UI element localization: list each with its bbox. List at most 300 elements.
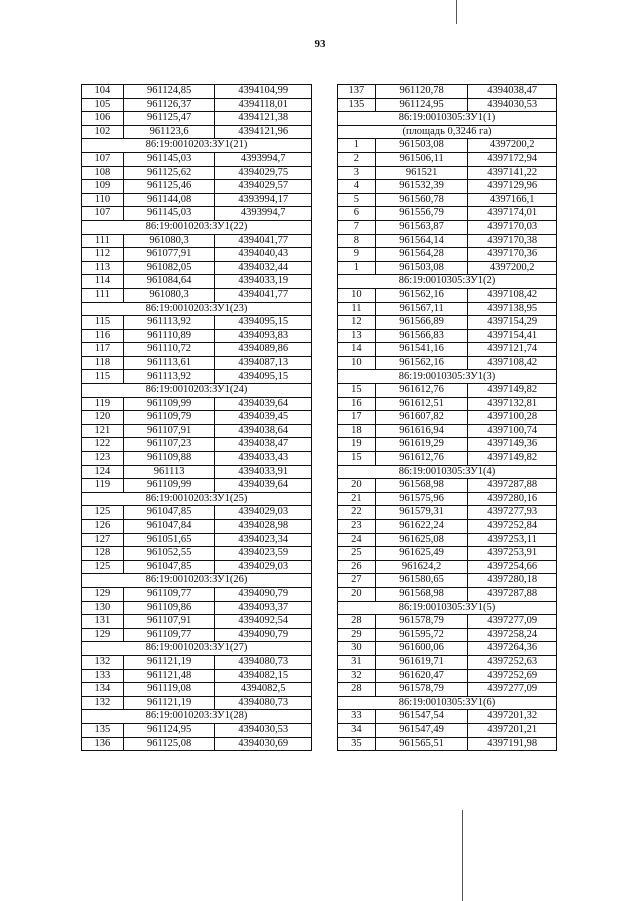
coordinate-x: 961109,88: [123, 452, 215, 466]
table-row: [82, 125, 312, 139]
table-row: [338, 139, 557, 153]
parcel-header-row: [338, 370, 557, 384]
coordinate-y: 4397172,94: [468, 152, 557, 166]
parcel-header: 86:19:0010305:ЗУ1(4): [338, 465, 557, 479]
point-number: 4: [338, 180, 376, 194]
point-number: 23: [338, 520, 376, 534]
coordinate-x: 961562,16: [375, 288, 468, 302]
coordinate-x: 961126,37: [123, 98, 215, 112]
table-row: [338, 288, 557, 302]
table-row: [82, 737, 312, 751]
point-number: 124: [82, 465, 124, 479]
point-number: 129: [82, 587, 124, 601]
point-number: 13: [338, 329, 376, 343]
parcel-header: 86:19:0010203:ЗУ1(24): [82, 384, 312, 398]
coordinate-y: 4394023,34: [215, 533, 312, 547]
coordinate-x: 961125,47: [123, 112, 215, 126]
table-row: [82, 193, 312, 207]
point-number: 136: [82, 737, 124, 751]
point-number: 116: [82, 329, 124, 343]
coordinate-y: 4394029,03: [215, 560, 312, 574]
coordinate-x: 961562,16: [375, 356, 468, 370]
point-number: 121: [82, 424, 124, 438]
coordinate-y: 4397252,84: [468, 520, 557, 534]
point-number: 14: [338, 343, 376, 357]
coordinate-y: 4394121,38: [215, 112, 312, 126]
point-number: 30: [338, 642, 376, 656]
coordinate-x: 961547,49: [375, 723, 468, 737]
parcel-header: 86:19:0010305:ЗУ1(3): [338, 370, 557, 384]
coordinate-y: 4394032,44: [215, 261, 312, 275]
coordinate-y: 4397174,01: [468, 207, 557, 221]
point-number: 31: [338, 655, 376, 669]
coordinate-y: 4397253,91: [468, 547, 557, 561]
table-row: [338, 207, 557, 221]
table-row: [82, 329, 312, 343]
coordinate-y: 4397253,11: [468, 533, 557, 547]
point-number: 117: [82, 343, 124, 357]
coordinate-y: 4397252,69: [468, 669, 557, 683]
coordinate-y: 4397154,41: [468, 329, 557, 343]
table-row: [338, 655, 557, 669]
point-number: 108: [82, 166, 124, 180]
table-row: [82, 85, 312, 99]
coordinate-x: 961612,76: [375, 452, 468, 466]
scan-artifact-line: [456, 0, 457, 24]
point-number: 106: [82, 112, 124, 126]
table-row: [82, 587, 312, 601]
coordinate-y: 4394092,54: [215, 615, 312, 629]
point-number: 132: [82, 655, 124, 669]
coordinate-x: 961556,79: [375, 207, 468, 221]
table-row: [82, 601, 312, 615]
table-row: [338, 520, 557, 534]
coordinate-x: 961144,08: [123, 193, 215, 207]
table-row: [82, 166, 312, 180]
coordinate-y: 4394029,75: [215, 166, 312, 180]
table-row: [338, 166, 557, 180]
point-number: 17: [338, 411, 376, 425]
table-row: [82, 180, 312, 194]
coordinate-x: 961578,79: [375, 683, 468, 697]
coordinate-x: 961113,61: [123, 356, 215, 370]
coordinate-y: 4397280,16: [468, 492, 557, 506]
coordinate-y: 4397287,88: [468, 587, 557, 601]
table-row: [338, 533, 557, 547]
parcel-header: 86:19:0010203:ЗУ1(25): [82, 492, 312, 506]
table-row: [338, 302, 557, 316]
point-number: 7: [338, 220, 376, 234]
parcel-header-row: [82, 220, 312, 234]
coordinate-x: 961119,08: [123, 683, 215, 697]
parcel-header-row: [338, 601, 557, 615]
parcel-header: 86:19:0010305:ЗУ1(5): [338, 601, 557, 615]
coordinate-y: 4394093,37: [215, 601, 312, 615]
point-number: 18: [338, 424, 376, 438]
point-number: 28: [338, 683, 376, 697]
coordinate-x: 961541,16: [375, 343, 468, 357]
table-row: [338, 384, 557, 398]
parcel-header-row: [338, 696, 557, 710]
parcel-header-row: [82, 642, 312, 656]
coordinate-y: 4394089,86: [215, 343, 312, 357]
coordinate-x: 961125,62: [123, 166, 215, 180]
coordinate-y: 4397280,18: [468, 574, 557, 588]
table-row: [82, 397, 312, 411]
table-row: [82, 533, 312, 547]
point-number: 33: [338, 710, 376, 724]
parcel-header-row: [338, 465, 557, 479]
coordinate-y: 4397100,28: [468, 411, 557, 425]
coordinate-y: 4394039,64: [215, 479, 312, 493]
coordinate-x: 961600,06: [375, 642, 468, 656]
point-number: 9: [338, 248, 376, 262]
coordinate-x: 961612,51: [375, 397, 468, 411]
coordinate-y: 4397132,81: [468, 397, 557, 411]
coordinate-y: 4394039,45: [215, 411, 312, 425]
point-number: 114: [82, 275, 124, 289]
coordinate-y: 4397201,32: [468, 710, 557, 724]
coordinate-y: 4394104,99: [215, 85, 312, 99]
coordinate-x: 961503,08: [375, 261, 468, 275]
coordinate-x: 961077,91: [123, 248, 215, 262]
coordinate-x: 961113: [123, 465, 215, 479]
coordinates-table-right: [337, 84, 557, 751]
point-number: 115: [82, 370, 124, 384]
table-row: [338, 452, 557, 466]
point-number: 34: [338, 723, 376, 737]
coordinate-x: 961580,65: [375, 574, 468, 588]
coordinate-x: 961109,79: [123, 411, 215, 425]
coordinate-y: 4394093,83: [215, 329, 312, 343]
table-row: [82, 411, 312, 425]
point-number: 125: [82, 506, 124, 520]
coordinate-y: 4397191,98: [468, 737, 557, 751]
table-row: [82, 152, 312, 166]
coordinate-y: 4397170,03: [468, 220, 557, 234]
parcel-header-row: [82, 574, 312, 588]
coordinate-y: 4397129,96: [468, 180, 557, 194]
parcel-header: 86:19:0010305:ЗУ1(2): [338, 275, 557, 289]
point-number: 126: [82, 520, 124, 534]
point-number: 107: [82, 152, 124, 166]
point-number: 109: [82, 180, 124, 194]
coordinate-y: 4394023,59: [215, 547, 312, 561]
coordinate-x: 961145,03: [123, 207, 215, 221]
scan-artifact-line: [462, 810, 463, 901]
point-number: 115: [82, 316, 124, 330]
table-row: [82, 356, 312, 370]
parcel-header-row: [82, 302, 312, 316]
coordinate-x: 961607,82: [375, 411, 468, 425]
table-row: [338, 193, 557, 207]
coordinate-y: 4397108,42: [468, 288, 557, 302]
coordinate-x: 961566,89: [375, 316, 468, 330]
table-row: [338, 628, 557, 642]
coordinate-x: 961120,78: [375, 85, 468, 99]
coordinate-x: 961620,47: [375, 669, 468, 683]
table-row: [82, 547, 312, 561]
parcel-header: 86:19:0010305:ЗУ1(6): [338, 696, 557, 710]
point-number: 6: [338, 207, 376, 221]
point-number: 134: [82, 683, 124, 697]
table-row: [82, 506, 312, 520]
coordinate-y: 4394038,47: [468, 85, 557, 99]
coordinate-x: 961595,72: [375, 628, 468, 642]
coordinate-x: 961051,65: [123, 533, 215, 547]
point-number: 29: [338, 628, 376, 642]
point-number: 119: [82, 479, 124, 493]
coordinate-y: 4397108,42: [468, 356, 557, 370]
coordinate-y: 4397254,66: [468, 560, 557, 574]
point-number: 24: [338, 533, 376, 547]
table-row: [338, 547, 557, 561]
coordinate-y: 4394029,57: [215, 180, 312, 194]
table-row: [338, 234, 557, 248]
coordinate-y: 4394033,19: [215, 275, 312, 289]
coordinate-y: 4397141,22: [468, 166, 557, 180]
coordinate-y: 4394090,79: [215, 587, 312, 601]
table-row: [82, 112, 312, 126]
table-row: [82, 98, 312, 112]
coordinate-x: 961568,98: [375, 587, 468, 601]
point-number: 107: [82, 207, 124, 221]
table-row: [82, 261, 312, 275]
coordinate-y: 4393994,7: [215, 152, 312, 166]
table-row: [82, 207, 312, 221]
table-row: [82, 479, 312, 493]
coordinate-y: 4394029,03: [215, 506, 312, 520]
point-number: 32: [338, 669, 376, 683]
table-row: [82, 723, 312, 737]
coordinate-x: 961110,89: [123, 329, 215, 343]
coordinate-x: 961113,92: [123, 316, 215, 330]
coordinate-y: 4397201,21: [468, 723, 557, 737]
coordinate-y: 4394121,96: [215, 125, 312, 139]
parcel-header: (площадь 0,3246 га): [338, 125, 557, 139]
coordinate-y: 4393994,17: [215, 193, 312, 207]
page-number: 93: [314, 38, 326, 50]
point-number: 135: [338, 98, 376, 112]
point-number: 20: [338, 587, 376, 601]
coordinate-x: 961125,08: [123, 737, 215, 751]
parcel-header: 86:19:0010203:ЗУ1(22): [82, 220, 312, 234]
table-row: [338, 492, 557, 506]
point-number: 5: [338, 193, 376, 207]
coordinate-x: 961566,83: [375, 329, 468, 343]
coordinate-y: 4397170,38: [468, 234, 557, 248]
table-row: [338, 343, 557, 357]
parcel-header: 86:19:0010305:ЗУ1(1): [338, 112, 557, 126]
table-row: [82, 424, 312, 438]
point-number: 135: [82, 723, 124, 737]
coordinate-x: 961109,77: [123, 628, 215, 642]
point-number: 10: [338, 356, 376, 370]
coordinate-y: 4397277,09: [468, 683, 557, 697]
point-number: 35: [338, 737, 376, 751]
table-row: [82, 628, 312, 642]
coordinate-y: 4394038,47: [215, 438, 312, 452]
coordinate-y: 4397170,36: [468, 248, 557, 262]
point-number: 113: [82, 261, 124, 275]
table-row: [338, 615, 557, 629]
point-number: 129: [82, 628, 124, 642]
coordinate-x: 961109,86: [123, 601, 215, 615]
table-row: [338, 587, 557, 601]
coordinate-y: 4397200,2: [468, 261, 557, 275]
point-number: 25: [338, 547, 376, 561]
coordinate-x: 961124,95: [375, 98, 468, 112]
coordinate-x: 961575,96: [375, 492, 468, 506]
coordinate-x: 961624,2: [375, 560, 468, 574]
coordinate-y: 4394080,73: [215, 655, 312, 669]
table-row: [338, 152, 557, 166]
point-number: 127: [82, 533, 124, 547]
coordinate-x: 961107,23: [123, 438, 215, 452]
coordinate-y: 4394082,5: [215, 683, 312, 697]
point-number: 137: [338, 85, 376, 99]
table-row: [82, 248, 312, 262]
parcel-header: 86:19:0010203:ЗУ1(26): [82, 574, 312, 588]
table-row: [338, 329, 557, 343]
coordinate-y: 4397149,82: [468, 452, 557, 466]
coordinate-y: 4394039,64: [215, 397, 312, 411]
point-number: 19: [338, 438, 376, 452]
table-row: [338, 723, 557, 737]
point-number: 131: [82, 615, 124, 629]
table-row: [338, 560, 557, 574]
coordinate-x: 961521: [375, 166, 468, 180]
parcel-header-row: [338, 112, 557, 126]
table-row: [338, 316, 557, 330]
coordinate-y: 4397200,2: [468, 139, 557, 153]
point-number: 15: [338, 384, 376, 398]
point-number: 111: [82, 288, 124, 302]
coordinate-y: 4397100,74: [468, 424, 557, 438]
table-row: [338, 737, 557, 751]
table-row: [82, 683, 312, 697]
parcel-header-row: [82, 492, 312, 506]
table-row: [338, 642, 557, 656]
point-number: 112: [82, 248, 124, 262]
coordinate-y: 4397277,93: [468, 506, 557, 520]
coordinate-x: 961616,94: [375, 424, 468, 438]
coordinate-y: 4394030,53: [215, 723, 312, 737]
coordinate-y: 4394030,53: [468, 98, 557, 112]
coordinate-y: 4394087,13: [215, 356, 312, 370]
point-number: 120: [82, 411, 124, 425]
coordinate-y: 4394041,77: [215, 234, 312, 248]
coordinate-y: 4394095,15: [215, 370, 312, 384]
coordinates-table-left: [81, 84, 312, 751]
coordinate-x: 961503,08: [375, 139, 468, 153]
point-number: 15: [338, 452, 376, 466]
coordinate-y: 4394040,43: [215, 248, 312, 262]
point-number: 21: [338, 492, 376, 506]
table-row: [338, 85, 557, 99]
point-number: 119: [82, 397, 124, 411]
parcel-header-row: [82, 710, 312, 724]
table-row: [82, 452, 312, 466]
coordinate-x: 961564,28: [375, 248, 468, 262]
table-row: [338, 710, 557, 724]
coordinate-x: 961107,91: [123, 424, 215, 438]
table-row: [82, 696, 312, 710]
point-number: 12: [338, 316, 376, 330]
coordinate-x: 961109,77: [123, 587, 215, 601]
coordinate-x: 961080,3: [123, 288, 215, 302]
table-row: [338, 669, 557, 683]
parcel-header-row: [82, 384, 312, 398]
coordinate-x: 961578,79: [375, 615, 468, 629]
table-row: [82, 275, 312, 289]
point-number: 28: [338, 615, 376, 629]
point-number: 132: [82, 696, 124, 710]
table-row: [82, 370, 312, 384]
coordinate-x: 961564,14: [375, 234, 468, 248]
table-row: [338, 397, 557, 411]
coordinate-x: 961547,54: [375, 710, 468, 724]
coordinate-x: 961619,29: [375, 438, 468, 452]
coordinate-y: 4397149,82: [468, 384, 557, 398]
coordinate-x: 961082,05: [123, 261, 215, 275]
coordinate-x: 961565,51: [375, 737, 468, 751]
coordinate-x: 961625,49: [375, 547, 468, 561]
point-number: 122: [82, 438, 124, 452]
table-row: [338, 180, 557, 194]
table-row: [82, 234, 312, 248]
coordinate-x: 961125,46: [123, 180, 215, 194]
coordinate-y: 4394038,64: [215, 424, 312, 438]
coordinate-x: 961532,39: [375, 180, 468, 194]
coordinate-x: 961121,19: [123, 655, 215, 669]
coordinate-y: 4394033,91: [215, 465, 312, 479]
table-row: [82, 560, 312, 574]
coordinate-y: 4394080,73: [215, 696, 312, 710]
table-row: [82, 343, 312, 357]
coordinate-y: 4394030,69: [215, 737, 312, 751]
parcel-header: 86:19:0010203:ЗУ1(21): [82, 139, 312, 153]
parcel-header-row: [338, 275, 557, 289]
point-number: 110: [82, 193, 124, 207]
point-number: 27: [338, 574, 376, 588]
coordinate-x: 961080,3: [123, 234, 215, 248]
parcel-header-row: [82, 139, 312, 153]
point-number: 105: [82, 98, 124, 112]
point-number: 128: [82, 547, 124, 561]
coordinate-y: 4397277,09: [468, 615, 557, 629]
coordinate-x: 961052,55: [123, 547, 215, 561]
table-row: [338, 98, 557, 112]
coordinate-x: 961579,31: [375, 506, 468, 520]
point-number: 2: [338, 152, 376, 166]
table-row: [338, 248, 557, 262]
point-number: 26: [338, 560, 376, 574]
coordinate-y: 4397149,36: [468, 438, 557, 452]
coordinate-x: 961084,64: [123, 275, 215, 289]
table-row: [338, 683, 557, 697]
point-number: 123: [82, 452, 124, 466]
table-row: [338, 506, 557, 520]
coordinate-y: 4397166,1: [468, 193, 557, 207]
coordinate-x: 961619,71: [375, 655, 468, 669]
coordinate-y: 4394118,01: [215, 98, 312, 112]
coordinate-y: 4394090,79: [215, 628, 312, 642]
parcel-header: 86:19:0010203:ЗУ1(27): [82, 642, 312, 656]
coordinate-x: 961560,78: [375, 193, 468, 207]
coordinate-y: 4397138,95: [468, 302, 557, 316]
table-row: [82, 669, 312, 683]
